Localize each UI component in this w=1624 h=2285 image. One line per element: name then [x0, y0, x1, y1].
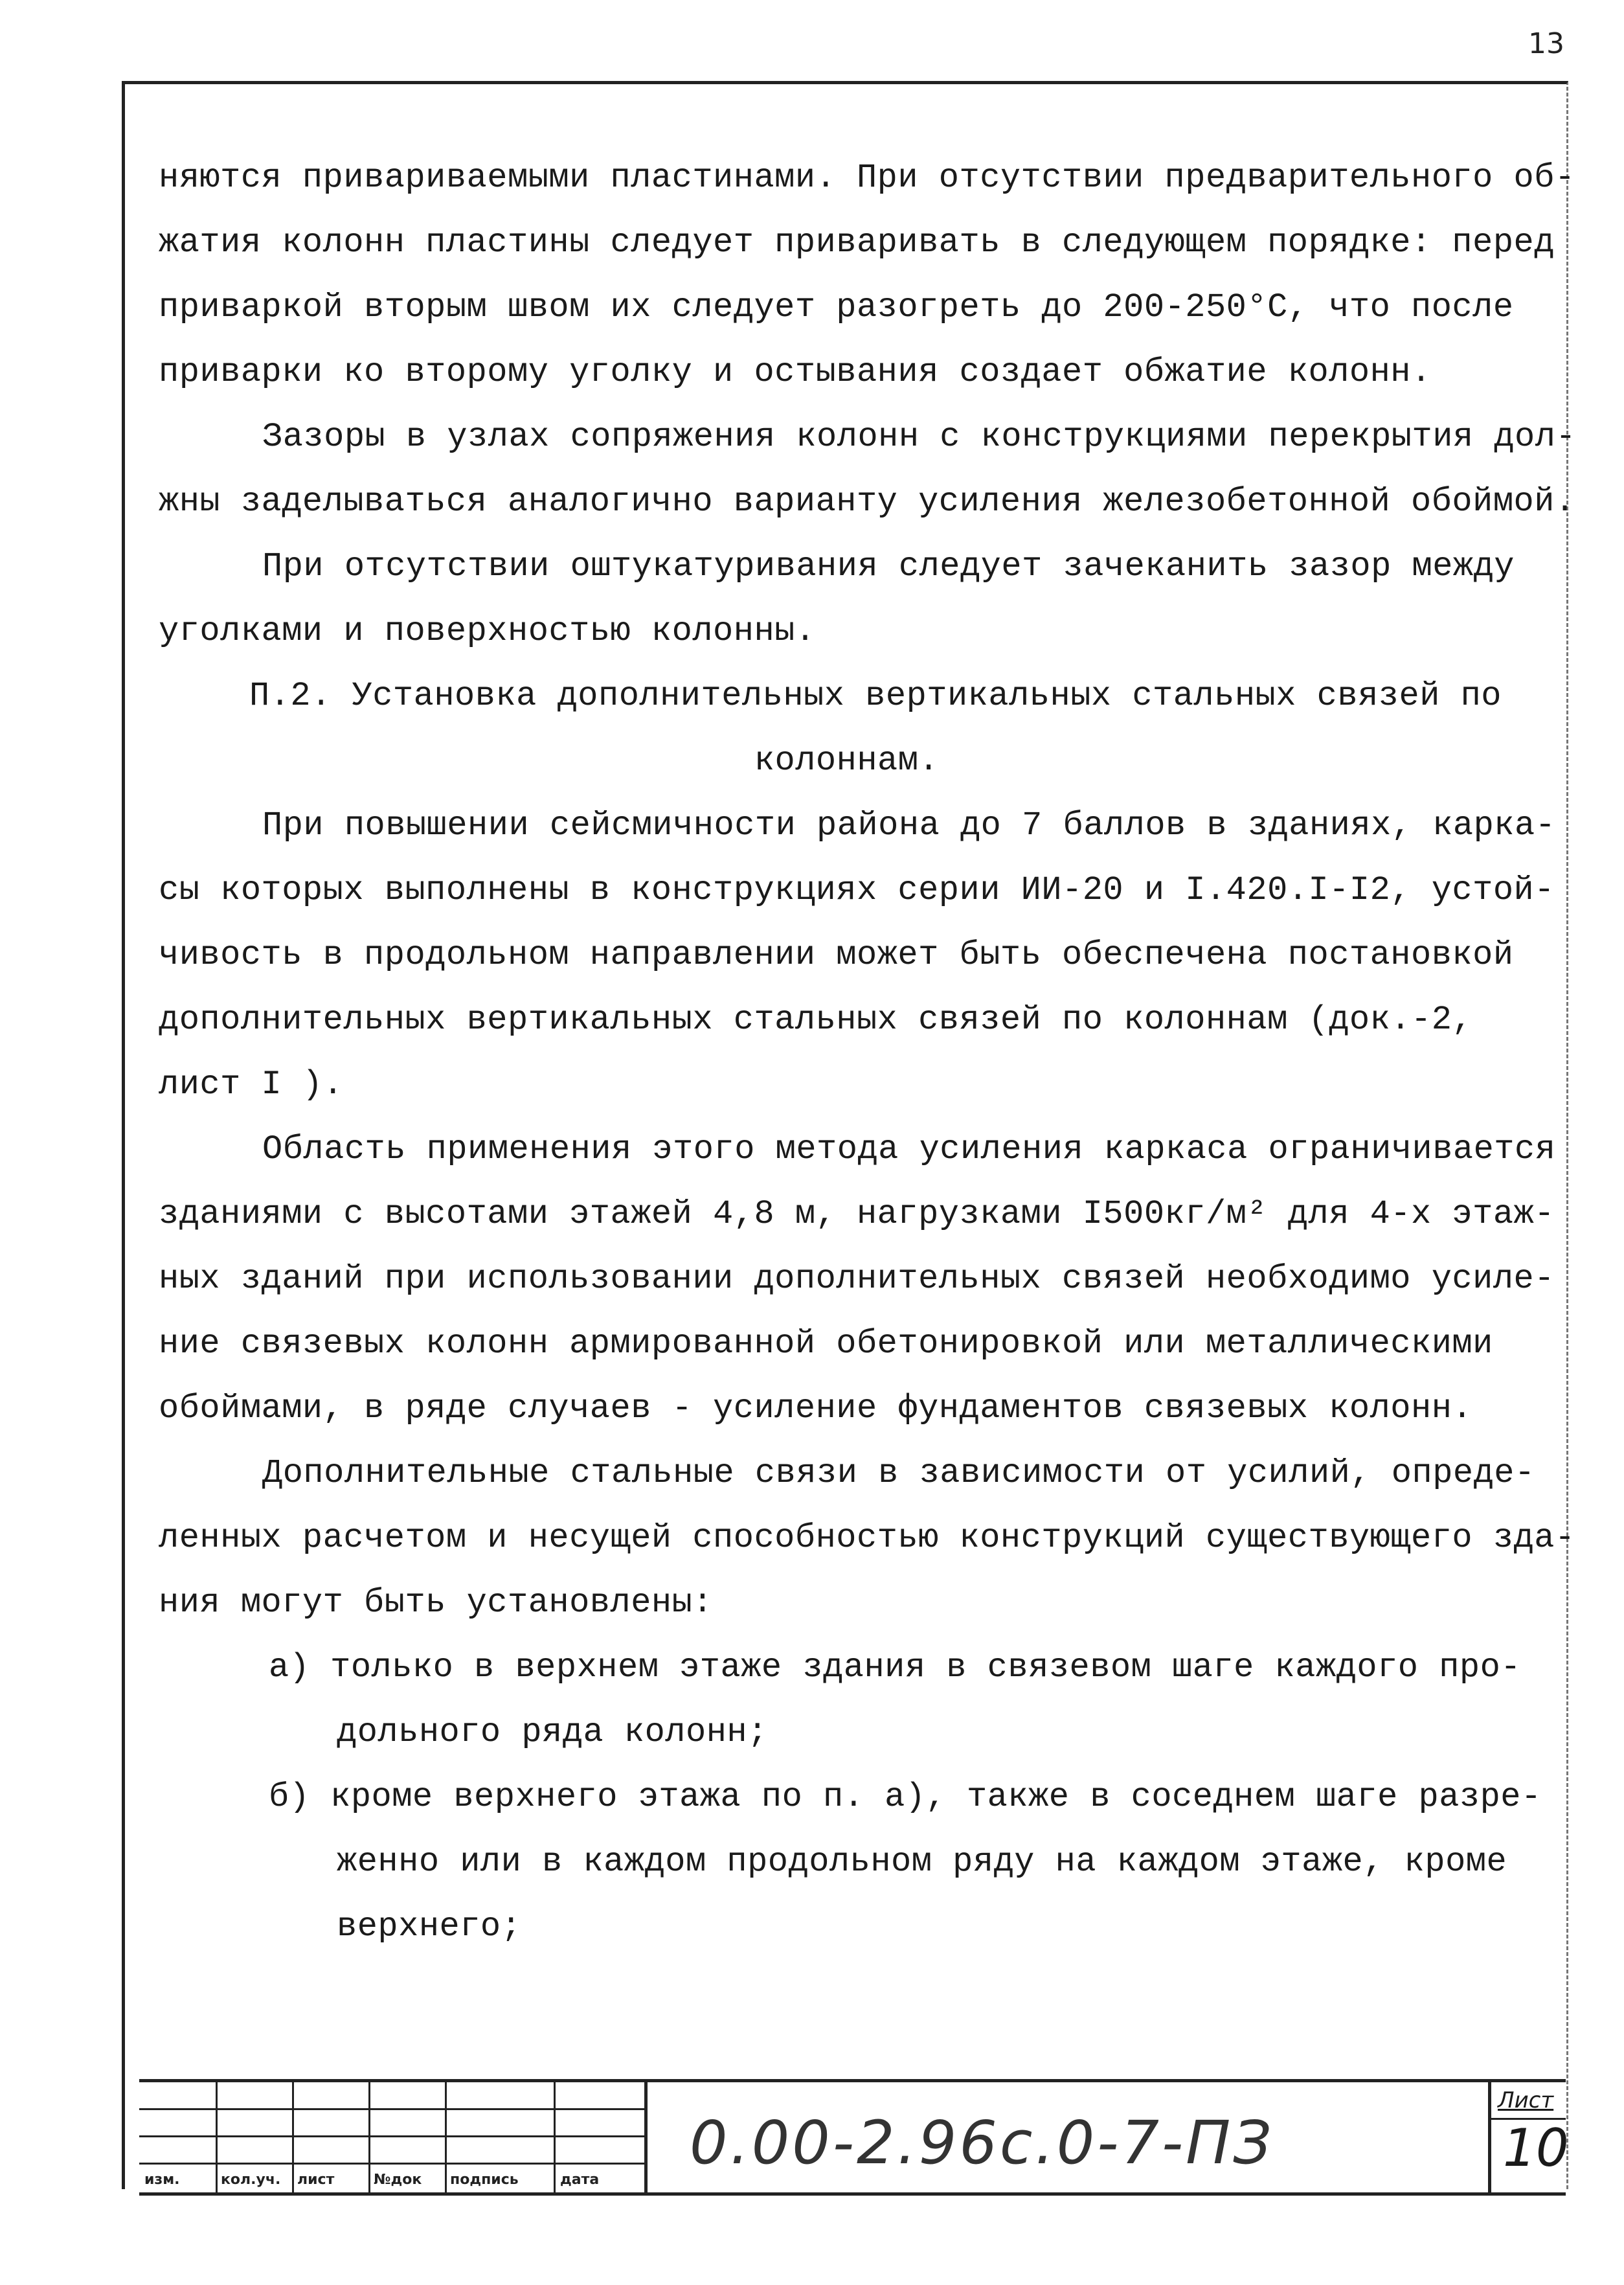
text-line: ленных расчетом и несущей способностью конструкций существующего зда-	[159, 1519, 1575, 1557]
text-line: Зазоры в узлах сопряжения колонн с конструкциями перекрытия дол-	[262, 418, 1577, 456]
text-line: колоннам.	[754, 742, 940, 780]
stamp-label-sheet: лист	[297, 2172, 335, 2188]
stamp-label-date: дата	[560, 2172, 600, 2188]
text-line: приварки ко второму уголку и остывания создает обжатие колонн.	[159, 353, 1432, 391]
text-line: ния могут быть установлены:	[159, 1584, 714, 1622]
text-line: При повышении сейсмичности района до 7 баллов в зданиях, карка-	[262, 806, 1556, 845]
sheet-box	[1488, 2082, 1569, 2192]
stamp-label-change: изм.	[144, 2172, 180, 2188]
text-line: ных зданий при использовании дополнительных связей необходимо усиле-	[159, 1260, 1555, 1298]
text-line: жатия колонн пластины следует приваривать в следующем порядке: перед	[159, 223, 1555, 262]
text-line: Дополнительные стальные связи в зависимости от усилий, опреде-	[262, 1454, 1535, 1492]
text-line: обоймами, в ряде случаев - усиление фундаментов связевых колонн.	[159, 1389, 1473, 1427]
text-line: П.2. Установка дополнительных вертикальных стальных связей по	[249, 677, 1502, 715]
text-line: женно или в каждом продольном ряду на каждом этаже, кроме	[337, 1843, 1507, 1881]
text-line: дольного ряда колонн;	[337, 1713, 768, 1751]
stamp-label-docnum: №док	[374, 2172, 422, 2188]
text-line: дополнительных вертикальных стальных связей по колоннам (док.-2,	[159, 1001, 1473, 1039]
stamp-label-signature: подпись	[450, 2172, 519, 2188]
text-line: приваркой вторым швом их следует разогреть до 200-250°С, что после	[159, 288, 1514, 326]
text-line: ние связевых колонн армированной обетонировкой или металлическими	[159, 1324, 1493, 1363]
text-line: чивость в продольном направлении может быть обеспечена постановкой	[159, 936, 1514, 974]
page-number: 13	[1528, 27, 1564, 60]
document-code: 0.00-2.96с.0-7-ПЗ	[690, 2108, 1274, 2177]
text-line: б) кроме верхнего этажа по п. а), также в соседнем шаге разре-	[269, 1778, 1542, 1816]
text-line: верхнего;	[337, 1907, 522, 1946]
stamp-label-count: кол.уч.	[221, 2172, 281, 2188]
text-line: жны заделываться аналогично варианту усиления железобетонной обоймой.	[159, 483, 1575, 521]
text-line: а) только в верхнем этаже здания в связевом шаге каждого про-	[269, 1648, 1522, 1687]
document-body	[159, 146, 1577, 1959]
title-block-stamp	[139, 2079, 1569, 2196]
revision-grid	[139, 2082, 648, 2192]
text-line: сы которых выполнены в конструкциях серии ИИ-20 и I.420.I-I2, устой-	[159, 871, 1555, 909]
text-line: зданиями с высотами этажей 4,8 м, нагрузками I500кг/м² для 4-х этаж-	[159, 1195, 1555, 1233]
sheet-number: 10	[1503, 2118, 1569, 2178]
text-line: лист I ).	[159, 1065, 344, 1104]
text-line: При отсутствии оштукатуривания следует зачеканить зазор между	[262, 547, 1515, 585]
text-line: няются привариваемыми пластинами. При отсутствии предварительного об-	[159, 159, 1575, 197]
sheet-label: Лист	[1498, 2087, 1554, 2113]
text-line: уголками и поверхностью колонны.	[159, 612, 816, 650]
text-line: Область применения этого метода усиления каркаса ограничивается	[262, 1130, 1556, 1168]
